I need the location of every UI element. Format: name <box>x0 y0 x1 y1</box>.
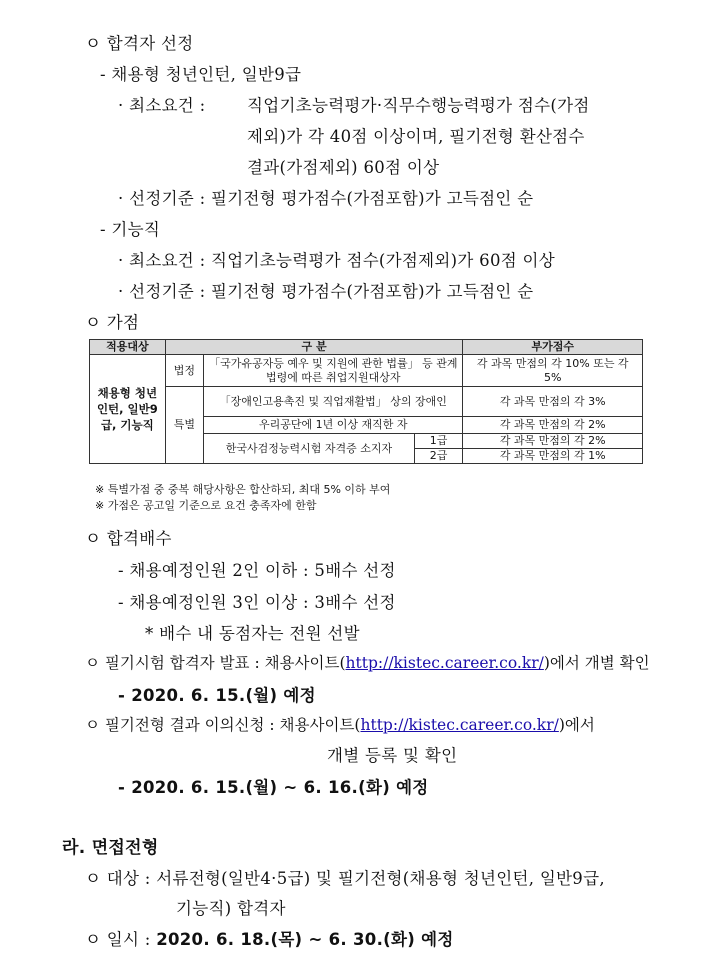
bonus-note-1: ※ 특별가점 중 중복 해당사항은 합산하되, 최대 5% 이하 부여 <box>95 483 391 496</box>
multiple-line-1: - 채용예정인원 2인 이하 : 5배수 선정 <box>118 561 396 580</box>
table-row-desc: 한국사검정능력시험 자격증 소지자 <box>204 434 415 464</box>
table-row-desc: 우리공단에 1년 이상 재직한 자 <box>204 417 463 434</box>
min-requirement-technical: · 최소요건 : 직업기초능력평가 점수(가점제외)가 60점 이상 <box>118 251 556 270</box>
table-row-desc: 「장애인고용촉진 및 직업재활법」 상의 장애인 <box>204 387 463 417</box>
sub-heading-intern: - 채용형 청년인턴, 일반9급 <box>100 65 302 84</box>
section-title-pass-selection: ㅇ 합격자 선정 <box>85 34 194 53</box>
objection-suffix: )에서 <box>558 716 595 734</box>
objection-line <box>85 713 595 735</box>
bonus-note-2: ※ 가점은 공고일 기준으로 요건 충족자에 한함 <box>95 499 317 512</box>
interview-date-label: ㅇ 일시 : <box>85 930 157 949</box>
interview-date: 2020. 6. 18.(목) ~ 6. 30.(화) 예정 <box>156 930 454 949</box>
table-category-legal: 법정 <box>165 355 203 387</box>
table-row-desc: 「국가유공자등 예우 및 지원에 관한 법률」 등 관계 법령에 따른 취업지원대상자 <box>204 355 463 387</box>
announce-prefix: ㅇ 필기시험 합격자 발표 : 채용사이트( <box>85 654 346 672</box>
objection-prefix: ㅇ 필기전형 결과 이의신청 : 채용사이트( <box>85 716 361 734</box>
objection-line-2: 개별 등록 및 확인 <box>327 746 458 765</box>
announce-suffix: )에서 개별 확인 <box>543 654 650 672</box>
table-row-score: 각 과목 만점의 각 1% <box>463 449 643 464</box>
selection-criteria-2: · 선정기준 : 필기전형 평가점수(가점포함)가 고득점인 순 <box>118 282 534 301</box>
table-grade-2: 2급 <box>414 449 463 464</box>
table-target-cell: 채용형 청년인턴, 일반9급, 기능직 <box>90 355 166 464</box>
interview-date-line <box>85 926 454 950</box>
announce-date: - 2020. 6. 15.(월) 예정 <box>118 686 316 705</box>
table-header-category: 구 분 <box>165 340 463 355</box>
min-requirement-line2: 제외)가 각 40점 이상이며, 필기전형 환산점수 <box>247 127 585 146</box>
section-title-bonus: ㅇ 가점 <box>85 313 140 332</box>
table-header-target: 적용대상 <box>90 340 166 355</box>
min-requirement-label: · 최소요건 : <box>118 96 206 115</box>
interview-target-line2: 기능직) 합격자 <box>176 899 286 918</box>
announce-link[interactable]: http://kistec.career.co.kr/ <box>345 654 544 672</box>
min-requirement-line1: 직업기초능력평가·직무수행능력평가 점수(가점 <box>247 96 590 115</box>
multiple-note: * 배수 내 동점자는 전원 선발 <box>145 624 360 643</box>
section-title-multiple: ㅇ 합격배수 <box>85 529 172 548</box>
table-row-score: 각 과목 만점의 각 2% <box>463 417 643 434</box>
table-category-special: 특별 <box>165 387 203 464</box>
multiple-line-2: - 채용예정인원 3인 이상 : 3배수 선정 <box>118 593 396 612</box>
bonus-points-table <box>89 339 643 464</box>
sub-heading-technical: - 기능직 <box>100 220 161 239</box>
objection-date: - 2020. 6. 15.(월) ~ 6. 16.(화) 예정 <box>118 778 429 797</box>
table-row-score: 각 과목 만점의 각 10% 또는 각 5% <box>463 355 643 387</box>
table-grade-1: 1급 <box>414 434 463 449</box>
table-row-score: 각 과목 만점의 각 3% <box>463 387 643 417</box>
table-row-score: 각 과목 만점의 각 2% <box>463 434 643 449</box>
announce-line <box>85 651 650 673</box>
section-heading-interview: 라. 면접전형 <box>62 838 159 858</box>
min-requirement-line3: 결과(가점제외) 60점 이상 <box>247 158 440 177</box>
table-header-score: 부가점수 <box>463 340 643 355</box>
objection-link[interactable]: http://kistec.career.co.kr/ <box>360 716 559 734</box>
selection-criteria-1: · 선정기준 : 필기전형 평가점수(가점포함)가 고득점인 순 <box>118 189 534 208</box>
interview-target-line1: ㅇ 대상 : 서류전형(일반4·5급) 및 필기전형(채용형 청년인턴, 일반9급, <box>85 869 605 888</box>
